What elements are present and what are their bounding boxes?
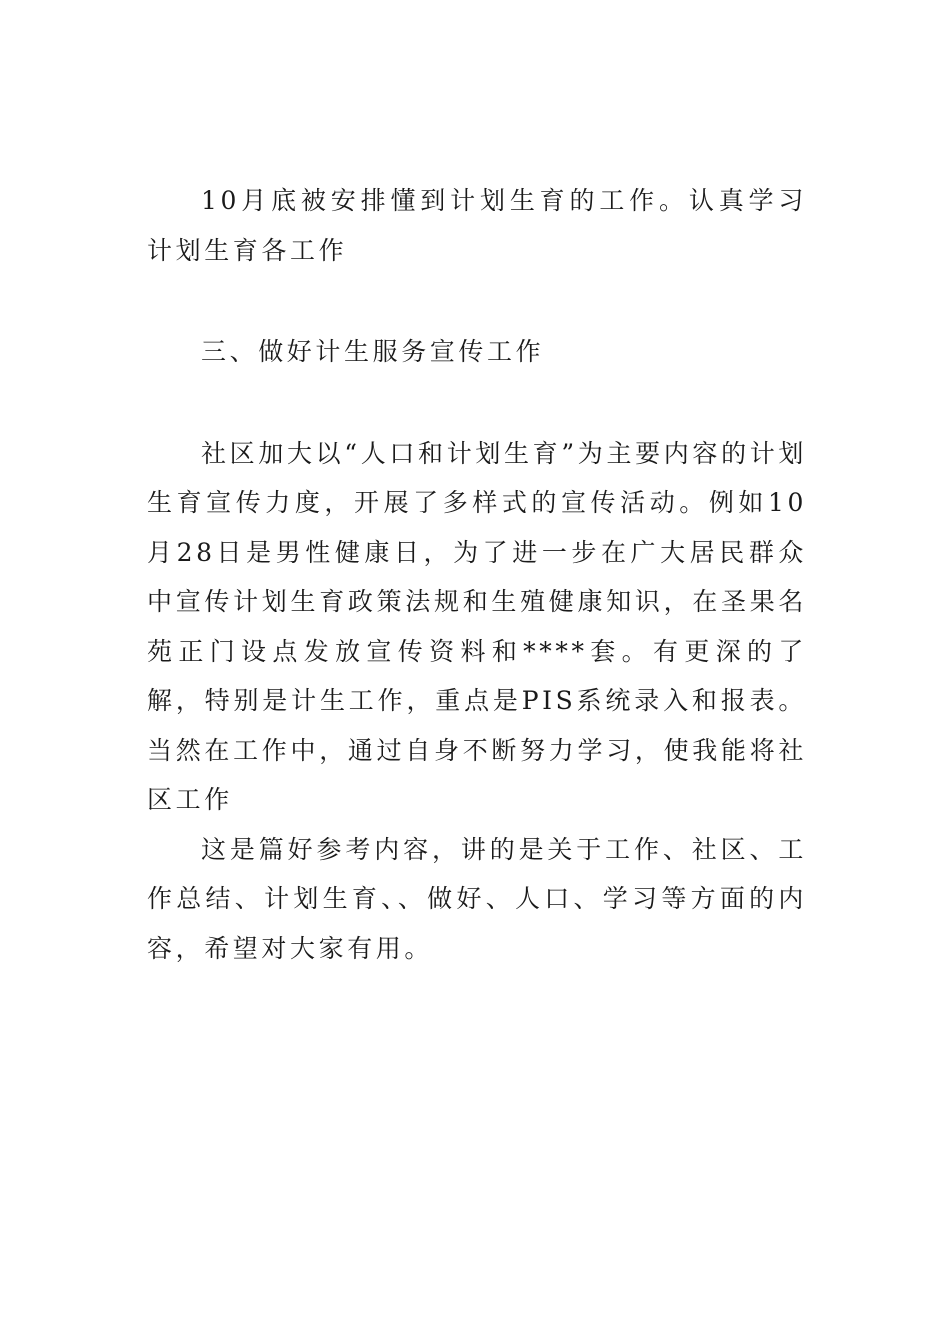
document-body <box>147 176 807 973</box>
paragraph-summary-note: 这是篇好参考内容，讲的是关于工作、社区、工作总结、计划生育、、做好、人口、学习等方面的内容，希望对大家有用。 <box>147 834 807 963</box>
paragraph-publicity-details: 社区加大以“人口和计划生育”为主要内容的计划生育宣传力度，开展了多样式的宣传活动。例如10月28日是男性健康日，为了进一步在广大居民群众中宣传计划生育政策法规和生殖健康知识，在圣果名苑正门设点发放宣传资料和****套。有更深的了解，特别是计生工作，重点是PIS系统录入和报表。当然在工作中，通过自身不断努力学习，使我能将社区工作 <box>147 438 807 814</box>
paragraph-gap <box>147 275 807 327</box>
section-heading-publicity: 三、做好计生服务宣传工作 <box>201 337 545 366</box>
paragraph-assignment: 10月底被安排懂到计划生育的工作。认真学习计划生育各工作 <box>147 186 807 265</box>
paragraph-gap <box>147 377 807 429</box>
